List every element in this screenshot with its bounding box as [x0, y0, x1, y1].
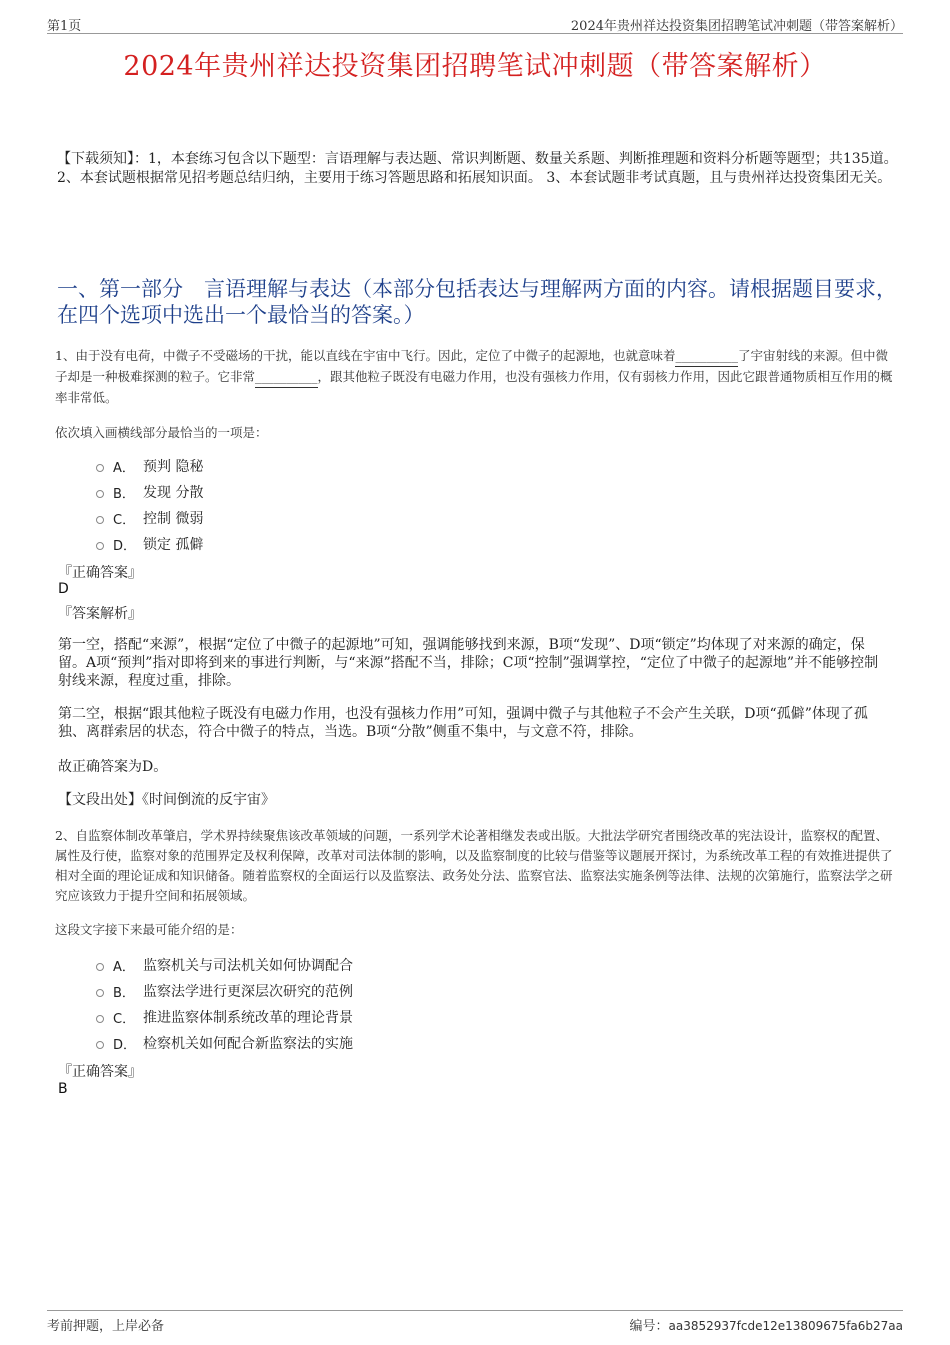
- answer-label: 『正确答案』: [58, 565, 142, 581]
- question-1-text: 1、由于没有电荷，中微子不受磁场的干扰，能以直线在宇宙中飞行。因此，定位了中微子的起源地，也就意味着__________了宇宙射线的来源。但中微子却是一种极难探测的粒子。它非常__________，跟其他粒子既没有电磁力作用，也没有强核力作用，仅有弱核力作用，因此它跟普通物质相互作用的概率非常低。: [55, 348, 893, 405]
- radio-icon[interactable]: [96, 490, 104, 498]
- question-1-prompt: 依次填入画横线部分最恰当的一项是：: [55, 425, 268, 440]
- radio-icon[interactable]: [96, 516, 104, 524]
- blank-1: __________: [675, 346, 738, 367]
- footer-code: 编号：aa3852937fcde12e13809675fa6b27aa: [629, 1319, 903, 1334]
- option-d[interactable]: D． 检察机关如何配合新监察法的实施: [96, 1030, 596, 1056]
- passage-source: 【文段出处】《时间倒流的反宇宙》: [58, 792, 275, 808]
- question-2-prompt: 这段文字接下来最可能介绍的是：: [55, 922, 243, 937]
- analysis-conclusion: 故正确答案为D。: [58, 759, 168, 775]
- page-number: 第1页: [47, 19, 82, 34]
- answer-label: 『正确答案』: [58, 1064, 142, 1080]
- analysis-paragraph-2: 第二空，根据“跟其他粒子既没有电磁力作用，也没有强核力作用”可知，强调中微子与其他粒子不会产生关联，D项“孤僻”体现了孤独、离群索居的状态，符合中微子的特点，当选。B项“分散”侧重不集中，与文意不符，排除。: [58, 706, 868, 740]
- radio-icon[interactable]: [96, 1041, 104, 1049]
- option-c[interactable]: C． 推进监察体制系统改革的理论背景: [96, 1004, 596, 1030]
- option-c[interactable]: C． 控制 微弱: [96, 505, 596, 531]
- download-notice: 【下载须知】：1，本套练习包含以下题型：言语理解与表达题、常识判断题、数量关系题、判断推理题和资料分析题等题型；共135道。 2、本套试题根据常见招考题总结归纳，主要用于练习答题思路和拓展知识面。 3、本套试题非考试真题，且与贵州祥达投资集团无关。: [57, 151, 898, 186]
- answer-value: B: [58, 1081, 68, 1097]
- option-a[interactable]: A． 监察机关与司法机关如何协调配合: [96, 952, 596, 978]
- footer-slogan: 考前押题，上岸必备: [47, 1319, 165, 1334]
- question-2-options: [96, 952, 596, 1056]
- option-d[interactable]: D． 锁定 孤僻: [96, 531, 596, 557]
- option-a[interactable]: A． 预判 隐秘: [96, 453, 596, 479]
- radio-icon[interactable]: [96, 1015, 104, 1023]
- radio-icon[interactable]: [96, 542, 104, 550]
- page-header: [47, 15, 903, 34]
- radio-icon[interactable]: [96, 464, 104, 472]
- option-b[interactable]: B． 监察法学进行更深层次研究的范例: [96, 978, 596, 1004]
- document-title: 2024年贵州祥达投资集团招聘笔试冲刺题（带答案解析）: [123, 51, 827, 82]
- analysis-label: 『答案解析』: [58, 606, 142, 622]
- blank-2: __________: [255, 367, 318, 388]
- radio-icon[interactable]: [96, 963, 104, 971]
- option-b[interactable]: B． 发现 分散: [96, 479, 596, 505]
- section-heading: 一、第一部分 言语理解与表达（本部分包括表达与理解两方面的内容。请根据题目要求，在四个选项中选出一个最恰当的答案。）: [57, 277, 897, 327]
- question-1-options: [96, 453, 596, 557]
- analysis-paragraph-1: 第一空，搭配“来源”，根据“定位了中微子的起源地”可知，强调能够找到来源，B项“发现”、D项“锁定”均体现了对来源的确定，保留。A项“预判”指对即将到来的事进行判断，与“来源”搭配不当，排除；C项“控制”强调掌控，“定位了中微子的起源地”并不能够控制射线来源，程度过重，排除。: [58, 637, 879, 689]
- question-2-text: 2、自监察体制改革肇启，学术界持续聚焦该改革领域的问题，一系列学术论著相继发表或出版。大批法学研究者围绕改革的宪法设计，监察权的配置、属性及行使，监察对象的范围界定及权利保障，改革对司法体制的影响，以及监察制度的比较与借鉴等议题展开探讨，为系统改革工程的有效推进提供了相对全面的理论证成和知识储备。随着监察权的全面运行以及监察法、政务处分法、监察官法、监察法实施条例等法律、法规的次第施行，监察法学之研究应该致力于提升空间和拓展领域。: [55, 828, 893, 903]
- header-doc-title: 2024年贵州祥达投资集团招聘笔试冲刺题（带答案解析）: [570, 19, 903, 34]
- answer-value: D: [58, 581, 69, 597]
- page-footer: [47, 1310, 903, 1334]
- radio-icon[interactable]: [96, 989, 104, 997]
